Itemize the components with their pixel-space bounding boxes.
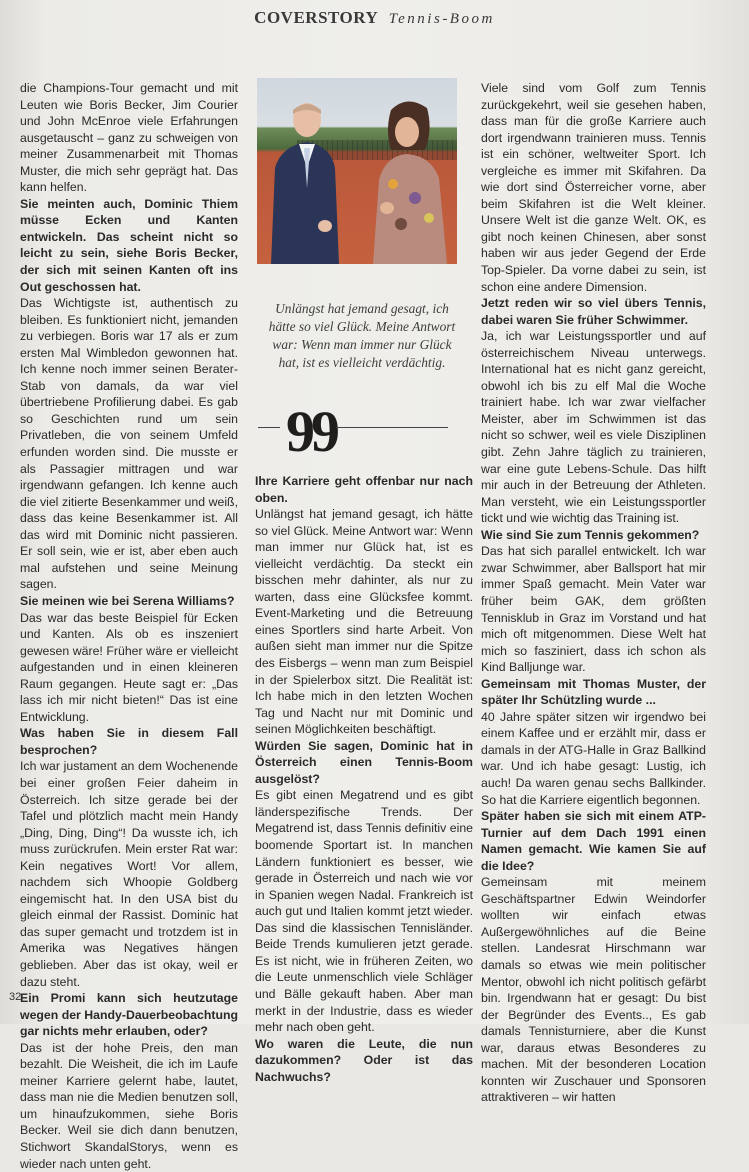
text-column-2: [255, 473, 473, 1085]
section-subtitle: Tennis-Boom: [388, 11, 495, 27]
quote-rule-left: [258, 427, 280, 428]
answer-paragraph: Ja, ich war Leistungssportler und auf österreichischem Niveau unterwegs. International hat es nicht ganz gereicht, obwohl ich bis zu elf Mal die Woche trainiert habe. Ich war zwar vielfacher Meister, aber im Schwimmen ist das nicht so schwer, weil es viele Disziplinen gibt. Zehn Jahre täglich zu trainieren, war eine gute Lebens-Schule. Das hilft mir auch in der Betreuung der Athleten. Man versteht, wie ein Leistungssportler tickt und wie wichtig das Training ist.: [481, 329, 706, 526]
interview-question: Wo waren die Leute, die nun dazukommen? Oder ist das Nachwuchs?: [255, 1036, 473, 1084]
page-number: 32: [9, 991, 22, 1003]
interview-question: Sie meinen wie bei Serena Williams?: [20, 593, 235, 608]
answer-paragraph: die Champions-Tour gemacht und mit Leuten wie Boris Becker, Jim Courier und John McEnroe viele Erfahrungen ausgetauscht – ganz zu schweigen von meiner Zusammenarbeit mit Thomas Muster, die mich sehr geprägt hat. Das kann helfen.: [20, 81, 238, 195]
page-header: [0, 8, 749, 28]
man-figure-image: [263, 98, 343, 264]
answer-paragraph: Das hat sich parallel entwickelt. Ich war zwar Schwimmer, aber Ballsport hat mir immer Spaß gemacht. Mein Vater war früher beim GAK, dem größten Tennisklub in Graz im Vorstand und hat mich oft mitgenommen. Diese Welt hat mich so fasziniert, dass ich schon als Kind Balljunge war.: [481, 544, 706, 675]
interview-question: Später haben sie sich mit einem ATP-Turnier auf dem Dach 1991 einen Namen gemacht. Wie kamen Sie auf die Idee?: [481, 809, 706, 873]
woman-figure-image: [367, 100, 457, 264]
answer-paragraph: Gemeinsam mit meinem Geschäftspartner Edwin Weindorfer wollten wir einfach etwas Außergewöhnliches auf die Beine stellen. Landesrat Hirschmann war damals so etwas wie mein politischer Mentor, obwohl ich nicht politisch gefärbt bin. Irgendwann hat er gesagt: Du bist der Begründer des Events.., Es gab damals Tennisturniere, aber die Kunst war, daraus etwas Besonderes zu machen. Mit der besonderen Location konnten wir Zuschauer und Sponsoren attraktiveren – wir hatten: [481, 875, 706, 1105]
answer-paragraph: Ich war justament an dem Wochenende bei einer großen Feier daheim in Österreich. Ich sitze gerade bei der Tafel und plötzlich macht mein Handy „Ding, Ding, Ding“! Da wusste ich, ich muss zurückrufen. Mein erster Rat war: Kein negatives Wort! Vor allem, nachdem sich Whoopie Goldberg eingemischt hat. In den USA bist du gleich einmal der Rassist. Dominic hat das super gemacht und trotzdem ist in Amerika was Negatives hängen geblieben. Aber das ist okay, weil er dazu steht.: [20, 759, 238, 989]
interview-question: Sie meinten auch, Dominic Thiem müsse Ecken und Kanten entwickeln. Das scheint nicht so leicht zu sein, siehe Boris Becker, der sich mit seinen Kanten oft ins Out geschossen hat.: [20, 196, 238, 294]
section-title: COVERSTORY: [254, 8, 379, 27]
interview-question: Jetzt reden wir so viel übers Tennis, dabei waren Sie früher Schwimmer.: [481, 296, 706, 327]
answer-paragraph: Viele sind vom Golf zum Tennis zurückgekehrt, weil sie gesehen haben, dass man für die große Karriere auch dort irgendwann trainieren muss. Tennis ist ein schöner, weltweiter Sport. Ich vergleiche es immer mit Skifahren. Da wie dort sind Österreicher vorne, aber beim Skifahren ist die Welt kleiner. Unsere Welt ist die ganze Welt. OK, es gibt noch keinen Chinesen, aber sonst haben wir aus jeder Gegend der Erde Top-Spieler. Da vorne dabei zu sein, ist schon eine andere Dimension.: [481, 81, 706, 294]
answer-paragraph: Das Wichtigste ist, authentisch zu bleiben. Es funktioniert nicht, jemanden zu verbiegen. Boris war 17 als er zum ersten Mal Wimbledon gewonnen hat. Ich kenne noch immer seinen Berater-Stab von damals, da war viel übertriebene Profilierung dabei. Es gab so Geschichten rund um sein Privatleben, die von seinem Umfeld erfunden worden sind. Die musste er als Passagier mittragen und war irgendwann gefangen. Ich kenne auch die viel zitierte Besenkammer und weiß, dass das keine Besenkammer ist. All das wird mit Dominic nicht passieren. Er soll sein, wie er ist, aber eben auch mal aufstehen und seine Meinung sagen.: [20, 296, 238, 592]
interview-question: Ein Promi kann sich heutzutage wegen der Handy-Dauerbeobachtung gar nichts mehr erlauben, oder?: [20, 991, 238, 1039]
quote-rule-right: [336, 427, 448, 428]
text-column-1: [20, 80, 238, 1172]
answer-paragraph: Unlängst hat jemand gesagt, ich hätte so viel Glück. Meine Antwort war: Wenn man immer nur Glück hat, ist es vielleicht verdächtig. Da steckt ein bisschen mehr dahinter, als nur zu warten, dass eine Glücksfee kommt. Event-Marketing und die Betreuung eines Sportlers sind harte Arbeit. Von außen sieht man immer nur die Spitze des Eisbergs – wenn man zum Beispiel in der Spielerbox sitzt. Die Realität ist: Ich habe mich in den letzten Wochen Tag und Nacht nur mit Dominic und seinen Möglichkeiten beschäftigt.: [255, 507, 473, 737]
text-column-3: [481, 80, 706, 1106]
answer-paragraph: Das war das beste Beispiel für Ecken und Kanten. Als ob es inszeniert gewesen wäre! Früher wäre er vielleicht aufgestanden und in einen kleineren Raum gegangen. Heute sagt er: „Das lass ich mir nicht bieten!“ Das ist eine Entwicklung.: [20, 610, 238, 724]
answer-paragraph: Das ist der hohe Preis, den man bezahlt. Die Weisheit, die ich im Laufe meiner Karriere gelernt habe, lautet, dass man nie die Medien benutzen soll, um hinaufzukommen, siehe Boris Becker. Weil sie dich dann benutzen, Stichwort SkandalStorys, wenn es wieder nach unten geht.: [20, 1040, 238, 1171]
answer-paragraph: Es gibt einen Megatrend und es gibt länderspezifische Trends. Der Megatrend ist, dass Tennis definitiv eine boomende Sportart ist. In manchen Ländern funktioniert es besser, wie gerade in Österreich und nach wie vor in Spanien wegen Nadal. Frankreich ist auch gut und Italien kommt jetzt wieder. Das sind die klassischen Tennisländer. Beide Trends kumulieren jetzt gerade. Es ist nicht, wie in früheren Zeiten, wo die Leute unmenschlich viele Schläger und Bälle gekauft haben. Aber man merkt in der Industrie, dass es wieder mehr nach oben geht.: [255, 788, 473, 1035]
interview-question: Was haben Sie in diesem Fall besprochen?: [20, 726, 238, 757]
interview-question: Wie sind Sie zum Tennis gekommen?: [481, 527, 700, 542]
closing-quote-icon: 99: [286, 399, 336, 464]
interview-question: Gemeinsam mit Thomas Muster, der später Ihr Schützling wurde ...: [481, 676, 706, 708]
interview-question: Würden Sie sagen, Dominic hat in Österreich einen Tennis-Boom ausgelöst?: [255, 738, 473, 786]
quote-mark-ornament: [258, 399, 448, 464]
interview-photo: [257, 78, 457, 264]
interview-question: Ihre Karriere geht offenbar nur nach oben.: [255, 474, 473, 505]
pull-quote: Unlängst hat jemand gesagt, ich hätte so viel Glück. Meine Antwort war: Wenn man immer nur Glück hat, ist es vielleicht verdächtig.: [268, 301, 456, 370]
answer-paragraph: 40 Jahre später sitzen wir irgendwo bei einem Kaffee und er erzählt mir, dass er damals in der ATG-Halle in Graz Ballkind war. Und ich habe gesagt: Lustig, ich auch! Da waren genau sechs Ballkinder. So hat die Karriere eigentlich begonnen.: [481, 709, 706, 807]
